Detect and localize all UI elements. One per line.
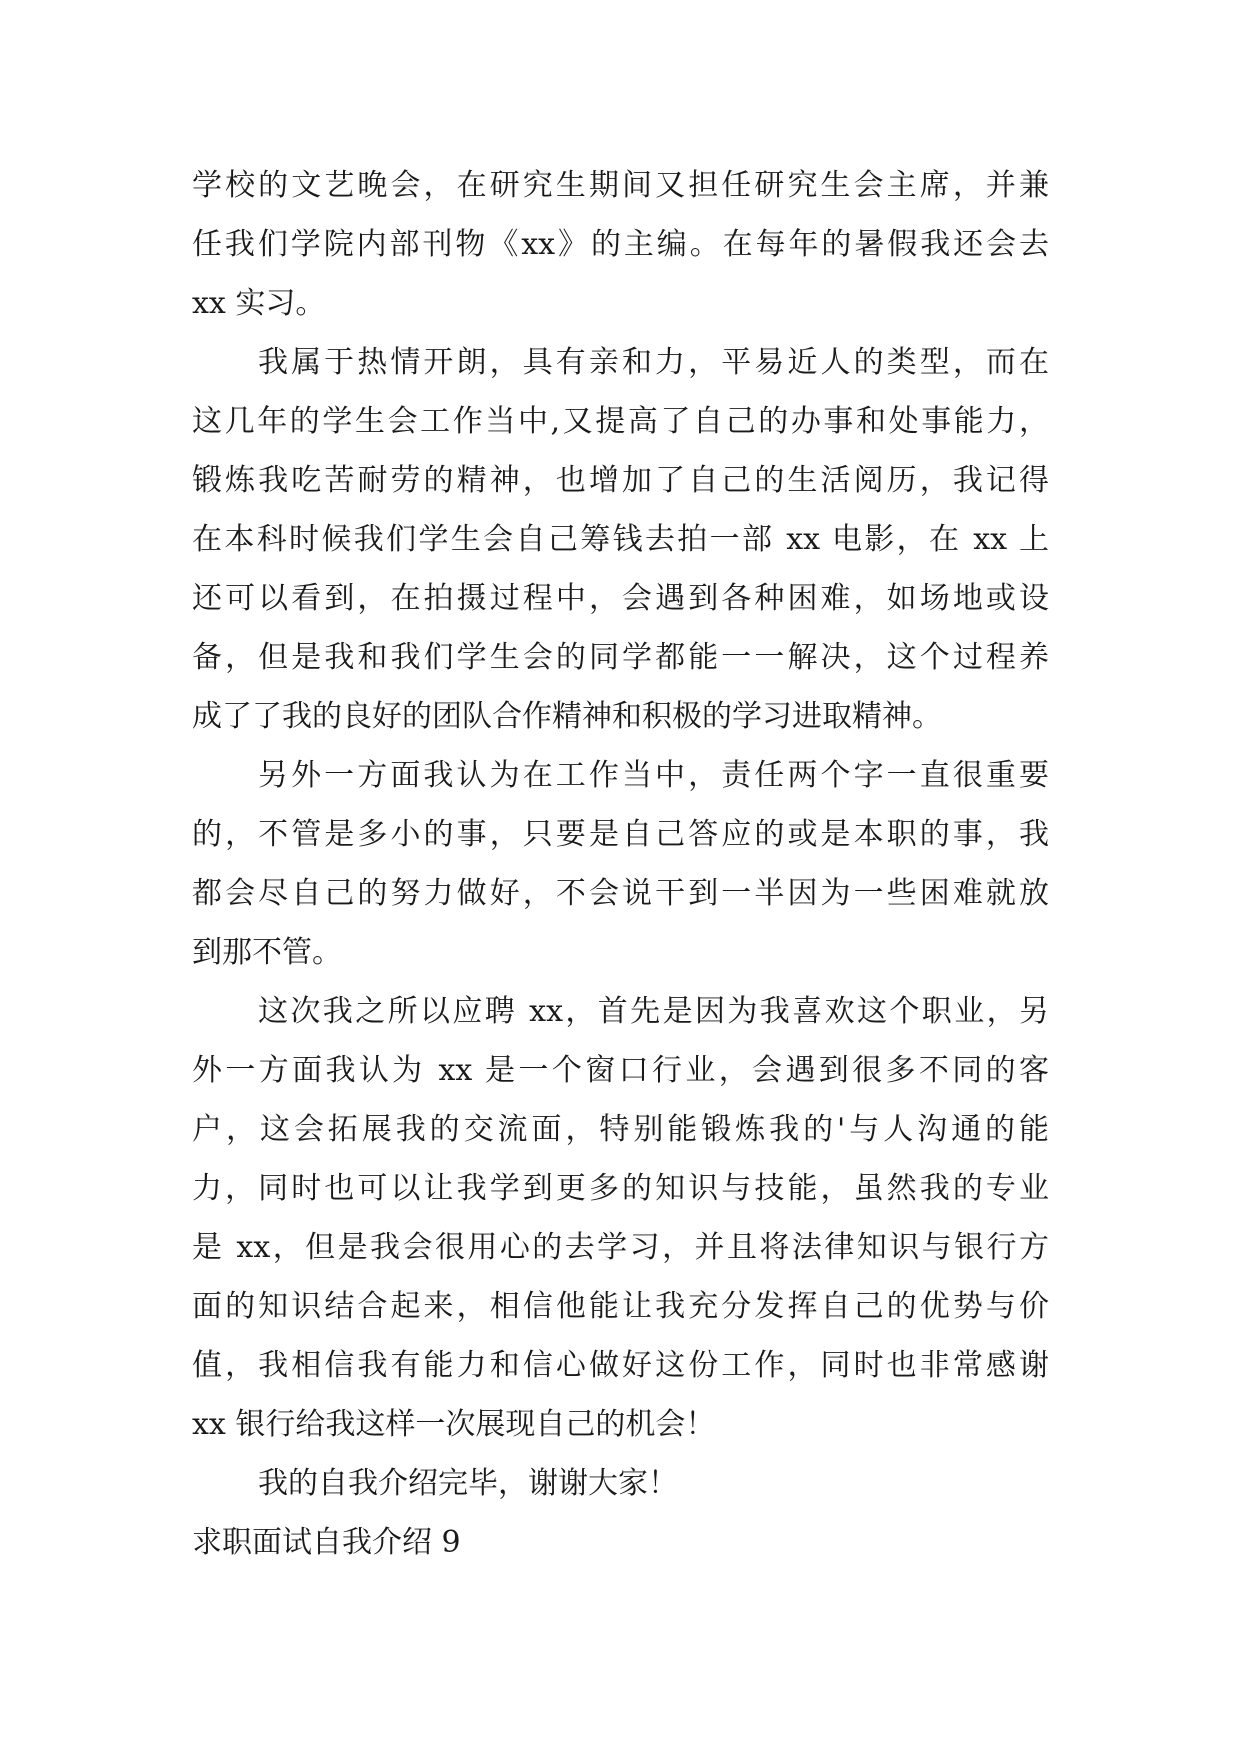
section-heading: 求职面试自我介绍 9 — [192, 1525, 461, 1560]
paragraph-2 — [192, 333, 1049, 746]
text-line: 这次我之所以应聘 xx，首先是因为我喜欢这个职业，另 — [258, 994, 1049, 1029]
text-line: 到那不管。 — [192, 935, 342, 970]
text-line: 在本科时候我们学生会自己筹钱去拍一部 xx 电影，在 xx 上 — [192, 522, 1049, 557]
paragraph-5 — [192, 1454, 1049, 1513]
text-line: 我属于热情开朗，具有亲和力，平易近人的类型，而在 — [258, 345, 1049, 380]
text-line: 这几年的学生会工作当中,又提高了自己的办事和处事能力， — [192, 404, 1049, 439]
document-body — [192, 156, 1049, 1572]
text-line: 面的知识结合起来，相信他能让我充分发挥自己的优势与价 — [192, 1289, 1049, 1324]
text-line: 力，同时也可以让我学到更多的知识与技能，虽然我的专业 — [192, 1171, 1049, 1206]
paragraph-1 — [192, 156, 1049, 333]
text-line: xx 实习。 — [192, 286, 326, 321]
text-line: 我的自我介绍完毕，谢谢大家！ — [258, 1466, 678, 1501]
text-line: 户，这会拓展我的交流面，特别能锻炼我的'与人沟通的能 — [192, 1112, 1049, 1147]
paragraph-4 — [192, 982, 1049, 1454]
text-line: 学校的文艺晚会，在研究生期间又担任研究生会主席，并兼 — [192, 168, 1049, 203]
text-line: 另外一方面我认为在工作当中，责任两个字一直很重要 — [258, 758, 1049, 793]
text-line: 值，我相信我有能力和信心做好这份工作，同时也非常感谢 — [192, 1348, 1049, 1383]
text-line: 是 xx，但是我会很用心的去学习，并且将法律知识与银行方 — [192, 1230, 1049, 1265]
text-line: 成了了我的良好的团队合作精神和积极的学习进取精神。 — [192, 699, 942, 734]
text-line: 的，不管是多小的事，只要是自己答应的或是本职的事，我 — [192, 817, 1049, 852]
text-line: 还可以看到，在拍摄过程中，会遇到各种困难，如场地或设 — [192, 581, 1049, 616]
text-line: xx 银行给我这样一次展现自己的机会！ — [192, 1407, 716, 1442]
paragraph-3 — [192, 746, 1049, 982]
text-line: 备，但是我和我们学生会的同学都能一一解决，这个过程养 — [192, 640, 1049, 675]
text-line: 任我们学院内部刊物《xx》的主编。在每年的暑假我还会去 — [192, 227, 1049, 262]
text-line: 锻炼我吃苦耐劳的精神，也增加了自己的生活阅历，我记得 — [192, 463, 1049, 498]
text-line: 外一方面我认为 xx 是一个窗口行业，会遇到很多不同的客 — [192, 1053, 1049, 1088]
text-line: 都会尽自己的努力做好，不会说干到一半因为一些困难就放 — [192, 876, 1049, 911]
